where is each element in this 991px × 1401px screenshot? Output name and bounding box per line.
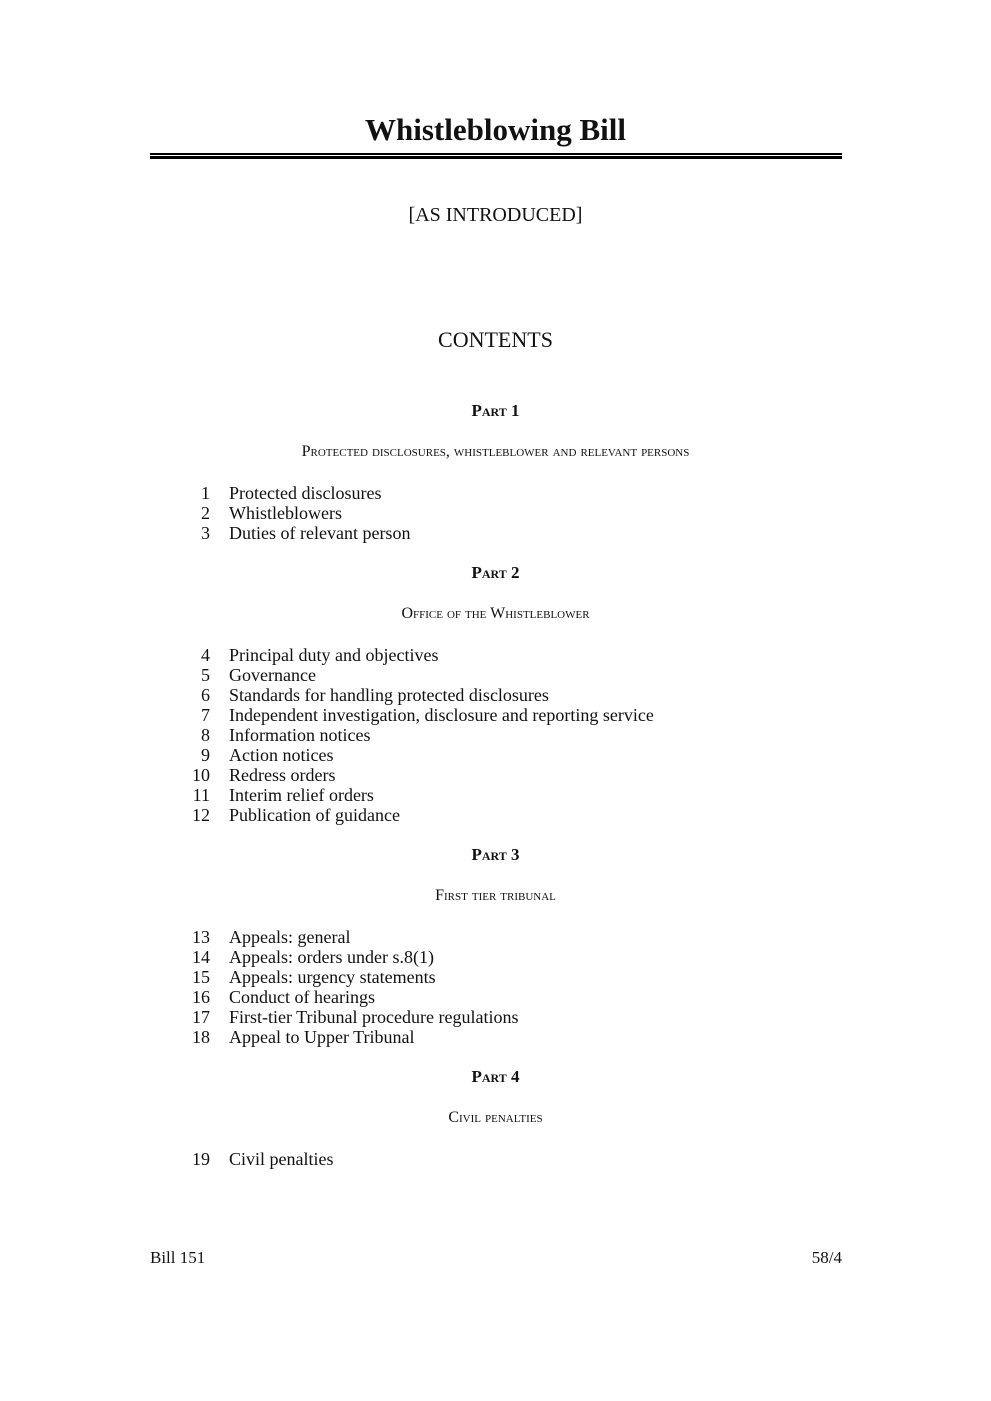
toc-entry[interactable] (0, 927, 991, 947)
clause-title: Redress orders (229, 765, 336, 785)
clause-title: Interim relief orders (229, 785, 374, 805)
bill-number: Bill 151 (150, 1248, 206, 1267)
clause-number: 19 (192, 1149, 210, 1169)
toc-entry[interactable] (0, 987, 991, 1007)
clause-number: 10 (192, 765, 210, 785)
toc-entry[interactable] (0, 1149, 991, 1169)
clause-number: 18 (192, 1027, 210, 1047)
clause-number: 4 (201, 645, 210, 665)
clause-number: 15 (192, 967, 210, 987)
part-subheading: First tier tribunal (435, 887, 556, 904)
clause-number: 2 (201, 503, 210, 523)
toc-entry[interactable] (0, 645, 991, 665)
part-subheading: Office of the Whistleblower (401, 605, 590, 622)
title-rule-thick (150, 156, 842, 159)
clause-title: Information notices (229, 725, 371, 745)
title-rule-thin (150, 153, 842, 155)
clause-number: 14 (192, 947, 210, 967)
part-heading: Part 2 (471, 563, 520, 582)
toc-entry[interactable] (0, 483, 991, 503)
clause-number: 9 (201, 745, 210, 765)
page-reference: 58/4 (811, 1248, 842, 1267)
clause-title: Civil penalties (229, 1149, 334, 1169)
toc-entry[interactable] (0, 1027, 991, 1047)
toc-entry[interactable] (0, 503, 991, 523)
toc-part (0, 401, 991, 543)
toc-entry[interactable] (0, 685, 991, 705)
clause-number: 8 (201, 725, 210, 745)
clause-number: 11 (192, 785, 210, 805)
toc-entry[interactable] (0, 967, 991, 987)
clause-title: Action notices (229, 745, 334, 765)
clause-number: 5 (201, 665, 210, 685)
clause-title: Protected disclosures (229, 483, 382, 503)
clause-title: Principal duty and objectives (229, 645, 439, 665)
toc-entry[interactable] (0, 745, 991, 765)
clause-number: 13 (192, 927, 210, 947)
part-heading: Part 4 (471, 1067, 520, 1086)
table-of-contents (0, 401, 991, 1189)
contents-heading: CONTENTS (438, 327, 553, 352)
clause-number: 16 (192, 987, 210, 1007)
clause-title: Appeals: general (229, 927, 351, 947)
part-heading: Part 1 (471, 401, 520, 420)
clause-title: Duties of relevant person (229, 523, 411, 543)
toc-part (0, 1067, 991, 1169)
bill-status: [AS INTRODUCED] (408, 204, 583, 226)
bill-title: Whistleblowing Bill (365, 112, 626, 147)
toc-part (0, 845, 991, 1047)
clause-number: 3 (201, 523, 210, 543)
part-subheading: Civil penalties (448, 1109, 543, 1126)
toc-entry[interactable] (0, 725, 991, 745)
toc-entry[interactable] (0, 705, 991, 725)
toc-entry[interactable] (0, 785, 991, 805)
toc-entry[interactable] (0, 947, 991, 967)
clause-number: 7 (201, 705, 210, 725)
clause-title: Whistleblowers (229, 503, 342, 523)
part-heading: Part 3 (471, 845, 520, 864)
clause-title: First-tier Tribunal procedure regulations (229, 1007, 519, 1027)
clause-title: Independent investigation, disclosure and reporting service (229, 705, 654, 725)
clause-title: Standards for handling protected disclosures (229, 685, 549, 705)
clause-number: 12 (192, 805, 210, 825)
toc-entry[interactable] (0, 665, 991, 685)
clause-title: Appeal to Upper Tribunal (229, 1027, 415, 1047)
toc-entry[interactable] (0, 765, 991, 785)
toc-entry[interactable] (0, 1007, 991, 1027)
part-subheading: Protected disclosures, whistleblower and relevant persons (301, 443, 690, 460)
toc-part (0, 563, 991, 825)
toc-entry[interactable] (0, 805, 991, 825)
clause-number: 6 (201, 685, 210, 705)
clause-title: Governance (229, 665, 316, 685)
clause-number: 1 (201, 483, 210, 503)
toc-entry[interactable] (0, 523, 991, 543)
clause-title: Publication of guidance (229, 805, 400, 825)
clause-title: Appeals: orders under s.8(1) (229, 947, 434, 967)
clause-title: Appeals: urgency statements (229, 967, 436, 987)
clause-title: Conduct of hearings (229, 987, 375, 1007)
clause-number: 17 (192, 1007, 210, 1027)
